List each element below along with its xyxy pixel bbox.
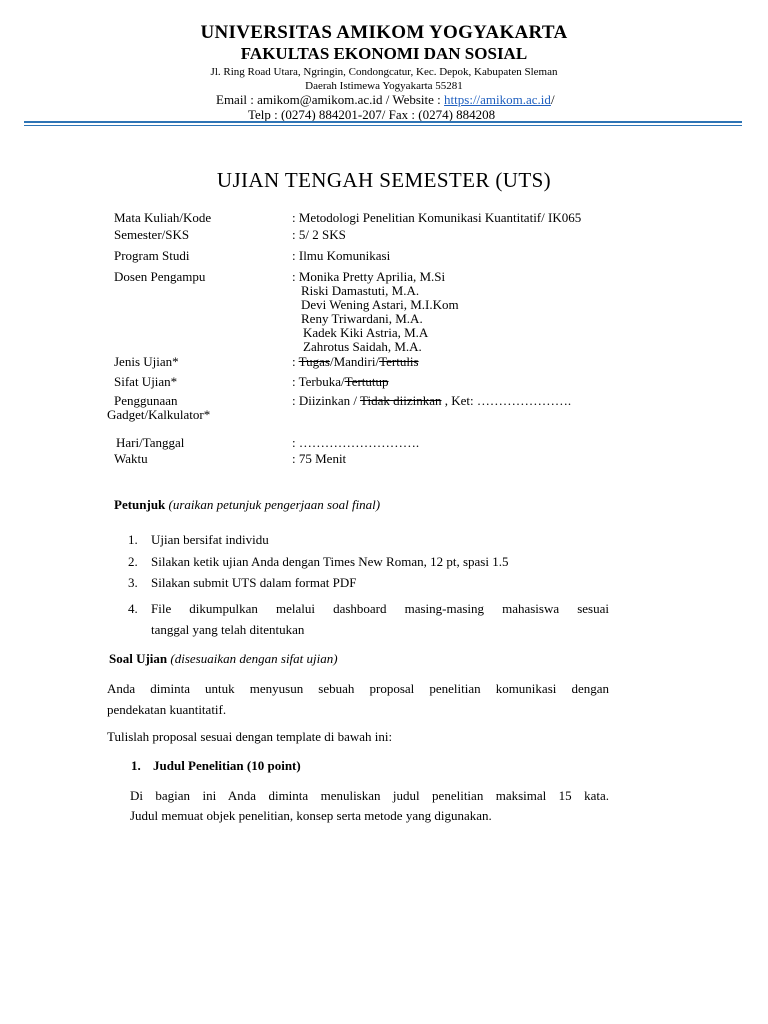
- list-number-1: 1.: [128, 532, 138, 547]
- address-line-1: Jl. Ring Road Utara, Ngringin, Condongcatur, Kec. Depok, Kabupaten Sleman: [210, 66, 558, 78]
- prodi-label: Program Studi: [114, 248, 190, 263]
- list-number-2: 2.: [128, 554, 138, 569]
- hari-label: Hari/Tanggal: [116, 435, 185, 450]
- semester-label: Semester/SKS: [114, 227, 190, 242]
- petunjuk-title: Petunjuk: [114, 497, 166, 512]
- hari-value: : ……………………….: [292, 435, 420, 450]
- dosen-value-4: Reny Triwardani, M.A.: [301, 311, 423, 326]
- university-name: UNIVERSITAS AMIKOM YOGYAKARTA: [200, 22, 568, 43]
- soal-note: (disesuaikan dengan sifat ujian): [170, 651, 338, 666]
- list-item: Silakan submit UTS dalam format PDF: [151, 575, 357, 590]
- prodi-value: : Ilmu Komunikasi: [292, 248, 391, 263]
- sifat-ujian-value: [292, 375, 389, 389]
- list-item: Ujian bersifat individu: [151, 532, 269, 547]
- address-line-2: Daerah Istimewa Yogyakarta 55281: [305, 80, 463, 92]
- question-title-1: Judul Penelitian (10 point): [153, 758, 301, 773]
- soal-paragraph-2: Tulislah proposal sesuai dengan template di bawah ini:: [107, 729, 393, 744]
- sifat-option-tertutup: Tertutup: [344, 374, 389, 389]
- list-item: Silakan ketik ujian Anda dengan Times New Roman, 12 pt, spasi 1.5: [151, 554, 509, 569]
- waktu-value: : 75 Menit: [292, 451, 347, 466]
- dosen-value-5: Kadek Kiki Astria, M.A: [303, 325, 429, 340]
- question-description-1: Di bagian ini Anda diminta menuliskan judul penelitian maksimal 15 kata.: [130, 788, 609, 803]
- website-link[interactable]: https://amikom.ac.id: [444, 92, 551, 107]
- list-number-3: 3.: [128, 575, 138, 590]
- gadget-label-line-1: Penggunaan: [114, 393, 178, 408]
- gadget-ket: , Ket: ………………….: [441, 393, 572, 408]
- gadget-option-diizinkan: : Diizinkan /: [292, 393, 361, 408]
- mata-kuliah-value: : Metodologi Penelitian Komunikasi Kuantitatif/ IK065: [292, 210, 582, 225]
- sifat-ujian-label: Sifat Ujian*: [114, 374, 178, 389]
- list-number-4: 4.: [128, 601, 138, 616]
- jenis-ujian-value: [292, 355, 419, 369]
- question-description-1-continued: Judul memuat objek penelitian, konsep serta metode yang digunakan.: [130, 808, 492, 823]
- jenis-option-mandiri: /Mandiri/: [329, 354, 380, 369]
- petunjuk-heading: [114, 497, 380, 513]
- contact-email: [216, 92, 555, 108]
- gadget-label-line-2: Gadget/Kalkulator*: [107, 407, 211, 422]
- semester-value: : 5/ 2 SKS: [292, 227, 346, 242]
- petunjuk-note: (uraikan petunjuk pengerjaan soal final): [168, 497, 381, 512]
- soal-paragraph-1: Anda diminta untuk menyusun sebuah proposal penelitian komunikasi dengan: [107, 681, 609, 696]
- question-number-1: 1.: [131, 758, 141, 773]
- soal-paragraph-1-continued: pendekatan kuantitatif.: [107, 702, 227, 717]
- soal-title: Soal Ujian: [109, 651, 168, 666]
- mata-kuliah-label: Mata Kuliah/Kode: [114, 210, 212, 225]
- gadget-option-tidak: Tidak diizinkan: [360, 393, 442, 408]
- contact-telp: Telp : (0274) 884201-207/ Fax : (0274) 884208: [248, 107, 496, 122]
- faculty-name: FAKULTAS EKONOMI DAN SOSIAL: [240, 44, 528, 63]
- list-item-continued: tanggal yang telah ditentukan: [151, 622, 305, 637]
- jenis-option-tertulis: Tertulis: [379, 354, 419, 369]
- dosen-label: Dosen Pengampu: [114, 269, 206, 284]
- header-divider-thin: [24, 125, 742, 126]
- list-item: File dikumpulkan melalui dashboard masing-masing mahasiswa sesuai: [151, 601, 609, 616]
- dosen-value-6: Zahrotus Saidah, M.A.: [303, 339, 422, 354]
- dosen-value-3: Devi Wening Astari, M.I.Kom: [301, 297, 459, 312]
- jenis-prefix: :: [292, 354, 299, 369]
- email-suffix: /: [550, 92, 555, 107]
- jenis-option-tugas: Tugas: [298, 354, 330, 369]
- dosen-value-2: Riski Damastuti, M.A.: [301, 283, 420, 298]
- gadget-value: [292, 394, 571, 408]
- dosen-value-1: : Monika Pretty Aprilia, M.Si: [292, 269, 446, 284]
- header-divider-thick: [24, 121, 742, 123]
- jenis-ujian-label: Jenis Ujian*: [114, 354, 179, 369]
- waktu-label: Waktu: [114, 451, 148, 466]
- email-text: Email : amikom@amikom.ac.id / Website :: [216, 92, 445, 107]
- page-title: UJIAN TENGAH SEMESTER (UTS): [216, 168, 552, 192]
- sifat-option-terbuka: : Terbuka/: [292, 374, 345, 389]
- soal-heading: [109, 651, 338, 667]
